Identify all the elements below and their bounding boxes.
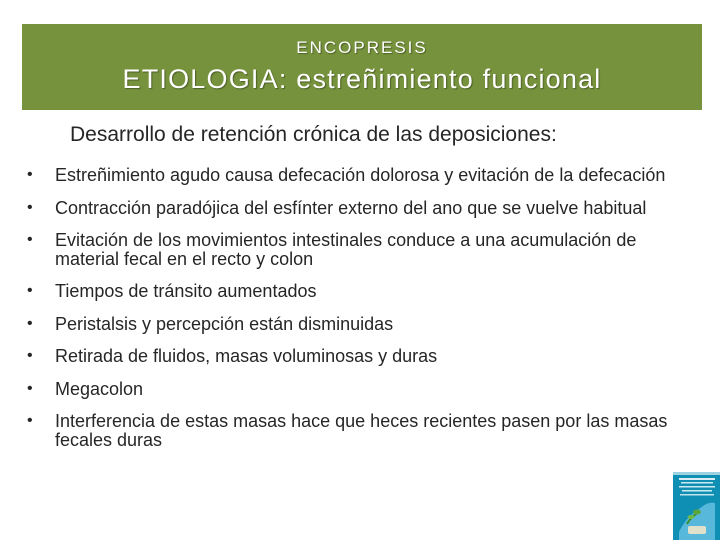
- list-item-text: Contracción paradójica del esfínter externo del ano que se vuelve habitual: [55, 197, 647, 218]
- list-item-text: Evitación de los movimientos intestinales conduce a una acumulación de material fecal en el recto y colon: [55, 230, 637, 269]
- list-item: [25, 315, 675, 334]
- book-cover-thumbnail: [673, 472, 720, 540]
- list-item: [25, 347, 675, 366]
- title-banner: [22, 24, 702, 110]
- subtitle: Desarrollo de retención crónica de las deposiciones:: [70, 123, 557, 146]
- bullet-icon: •: [27, 166, 33, 183]
- list-item: [25, 282, 675, 301]
- list-item-text: Tiempos de tránsito aumentados: [55, 281, 317, 301]
- bullet-icon: •: [27, 412, 33, 429]
- bullet-icon: •: [27, 231, 33, 248]
- list-item-text: Peristalsis y percepción están disminuidas: [55, 313, 394, 334]
- list-item-text: Interferencia de estas masas hace que heces recientes pasen por las masas fecales duras: [55, 411, 668, 450]
- list-item: [25, 380, 675, 399]
- bullet-icon: •: [27, 198, 33, 216]
- bullet-icon: •: [27, 379, 33, 397]
- section-kicker: ENCOPRESIS: [296, 38, 428, 57]
- bullet-icon: •: [27, 314, 33, 332]
- bullet-list: [25, 166, 675, 463]
- list-item: [25, 166, 675, 185]
- list-item-text: Retirada de fluidos, masas voluminosas y duras: [55, 346, 438, 366]
- list-item: [25, 199, 675, 218]
- bullet-icon: •: [27, 347, 33, 364]
- book-cover-image: [673, 472, 720, 540]
- list-item: [25, 231, 675, 268]
- list-item-text: Estreñimiento agudo causa defecación dolorosa y evitación de la defecación: [55, 165, 666, 185]
- bullet-icon: •: [27, 282, 33, 299]
- list-item-text: Megacolon: [55, 378, 144, 399]
- page-title: ETIOLOGIA: estreñimiento funcional: [122, 64, 602, 94]
- list-item: [25, 412, 675, 449]
